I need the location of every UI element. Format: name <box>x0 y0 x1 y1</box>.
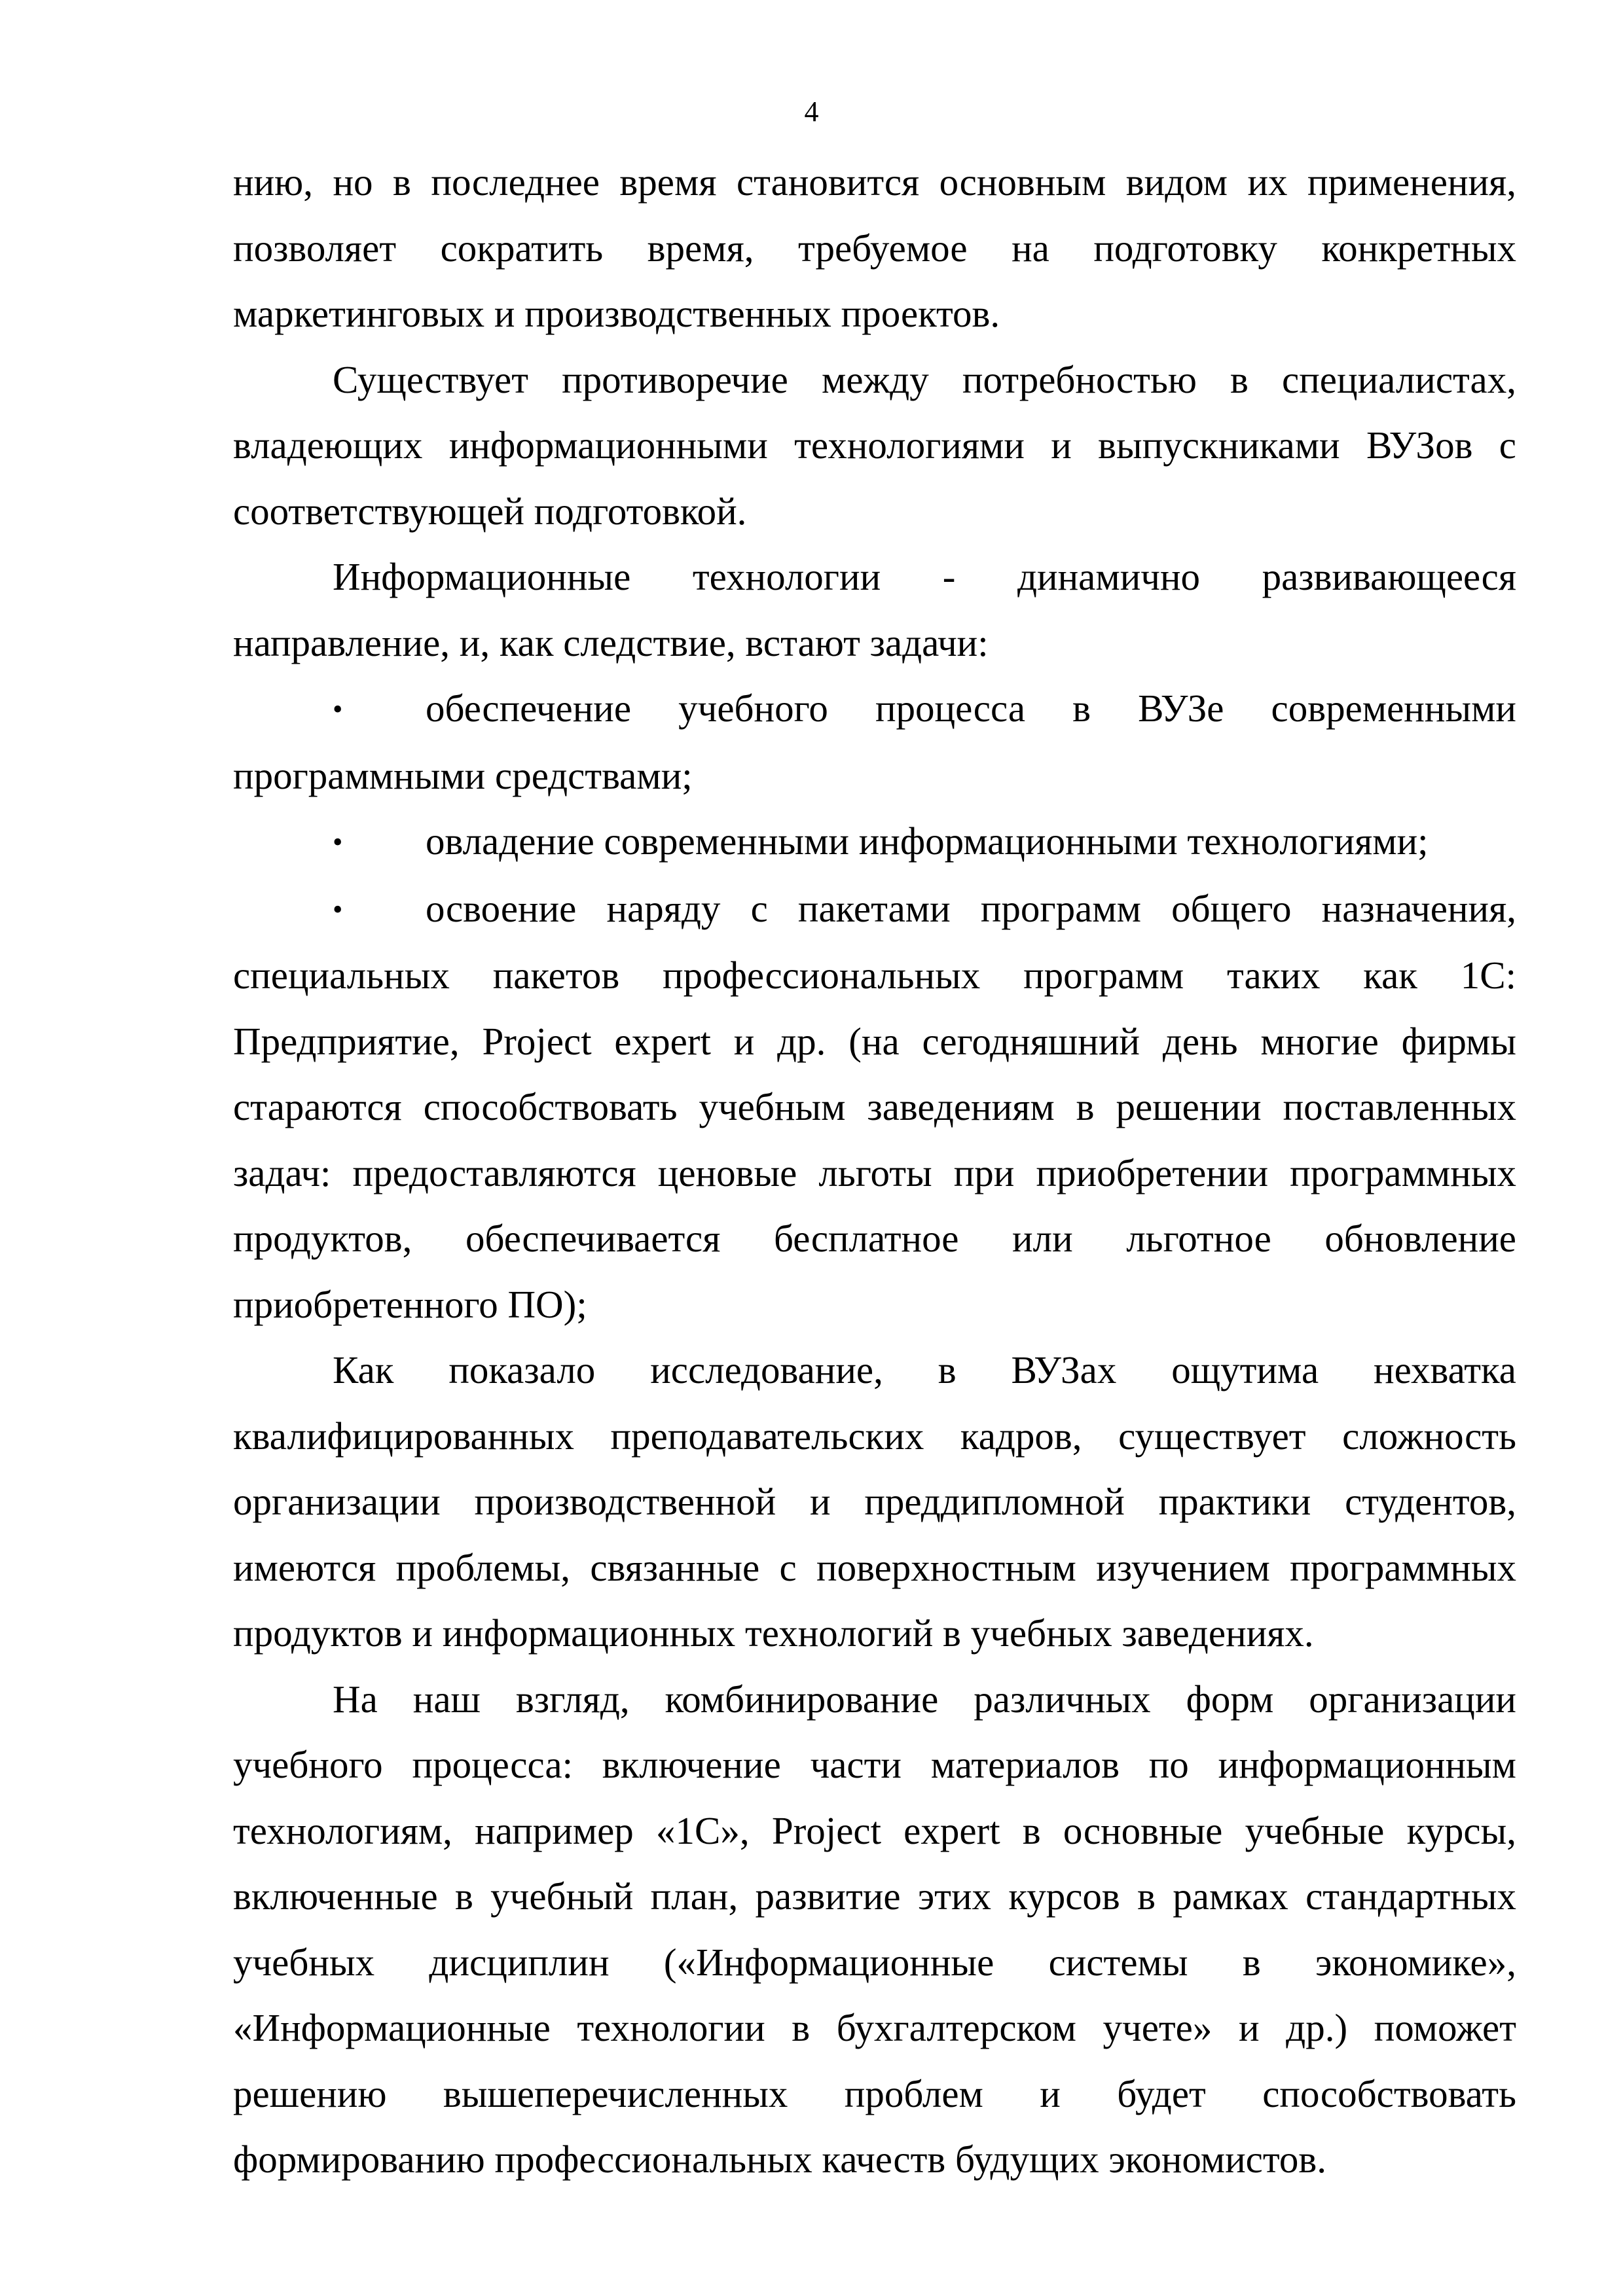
paragraph-contradiction: Существует противоречие между потребностью в специалистах, владеющих информационными технологиями и выпускниками ВУЗов с соответствующей подготовкой. <box>233 357 1516 533</box>
paragraph-research-findings: Как показало исследование, в ВУЗах ощутима нехватка квалифицированных преподавательских кадров, существует сложность организации производственной и преддипломной практики студентов, имеются проблемы, связанные с поверхностным изучением программных продуктов и информационных технологий в учебных заведениях. <box>233 1348 1516 1655</box>
bullet-icon: • <box>333 693 343 725</box>
bullet-icon: • <box>333 826 343 858</box>
paragraph-continuation: нию, но в последнее время становится основным видом их применения, позволяет сократить время, требуемое на подготовку конкретных маркетинговых и производственных проектов. <box>233 160 1516 335</box>
bullet-text: освоение наряду с пакетами программ общего назначения, специальных пакетов профессиональных программ таких как 1С: Предприятие, Project expert и др. (на сегодняшний день многие фирмы стараются способствовать учебным заведениям в решении поставленных задач: предоставляются ценовые льготы при приобретении программных продуктов, обеспечивается бесплатное или льготное обновление приобретенного ПО); <box>233 886 1516 1326</box>
bullet-item <box>233 808 1516 876</box>
page-number: 4 <box>804 96 819 128</box>
bullet-item <box>233 876 1516 1338</box>
bullet-icon: • <box>333 893 343 925</box>
bullet-item <box>233 675 1516 808</box>
paragraph-tasks-intro: Информационные технологии - динамично развивающееся направление, и, как следствие, встают задачи: <box>233 555 1516 664</box>
paragraph-conclusion: На наш взгляд, комбинирование различных форм организации учебного процесса: включение части материалов по информационным технологиям, например «1С», Project expert в основные учебные курсы, включенные в учебный план, развитие этих курсов в рамках стандартных учебных дисциплин («Информационные системы в экономике», «Информационные технологии в бухгалтерском учете» и др.) поможет решению вышеперечисленных проблем и будет способствовать формированию профессиональных качеств будущих экономистов. <box>233 1677 1516 2181</box>
bullet-text: овладение современными информационными технологиями; <box>426 819 1429 863</box>
bullet-text: обеспечение учебного процесса в ВУЗе современными программными средствами; <box>233 687 1516 797</box>
body-text <box>233 149 1516 2193</box>
